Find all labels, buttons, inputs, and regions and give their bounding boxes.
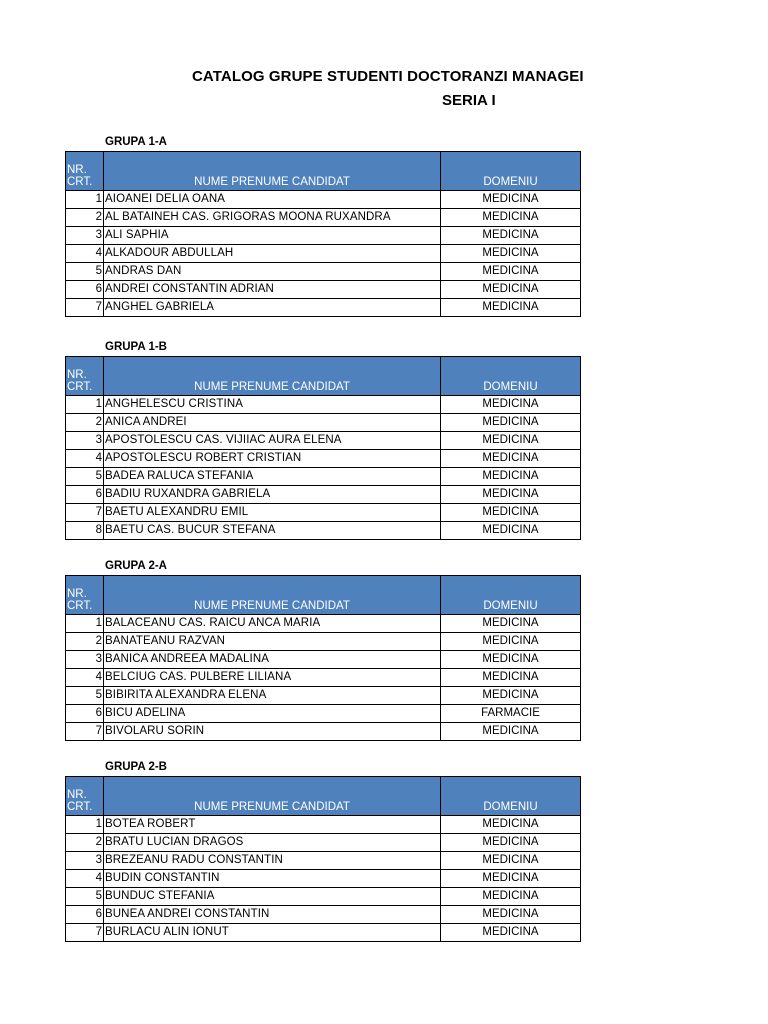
candidate-domain: MEDICINA: [441, 299, 581, 317]
row-number: 3: [66, 651, 104, 669]
candidate-domain: MEDICINA: [441, 870, 581, 888]
table-row: [66, 852, 581, 870]
table-row: [66, 450, 581, 468]
group-section: [65, 760, 580, 942]
candidate-domain: MEDICINA: [441, 414, 581, 432]
row-number: 1: [66, 191, 104, 209]
candidate-name: ALKADOUR ABDULLAH: [104, 245, 441, 263]
candidate-domain: MEDICINA: [441, 924, 581, 942]
candidate-name: ANGHELESCU CRISTINA: [104, 396, 441, 414]
table-row: [66, 263, 581, 281]
table-row: [66, 651, 581, 669]
header-nr-line2: CRT.: [67, 381, 93, 393]
row-number: 7: [66, 723, 104, 741]
candidate-name: ANDRAS DAN: [104, 263, 441, 281]
header-nr-line1: NR.: [67, 369, 87, 381]
row-number: 5: [66, 468, 104, 486]
candidate-name: ANDREI CONSTANTIN ADRIAN: [104, 281, 441, 299]
candidate-domain: MEDICINA: [441, 245, 581, 263]
row-number: 6: [66, 281, 104, 299]
row-number: 8: [66, 522, 104, 540]
candidate-name: AL BATAINEH CAS. GRIGORAS MOONA RUXANDRA: [104, 209, 441, 227]
candidate-domain: MEDICINA: [441, 723, 581, 741]
table-row: [66, 816, 581, 834]
candidate-domain: MEDICINA: [441, 432, 581, 450]
table-row: [66, 281, 581, 299]
row-number: 2: [66, 834, 104, 852]
group-section: [65, 135, 580, 317]
candidate-domain: MEDICINA: [441, 615, 581, 633]
header-domain: DOMENIU: [441, 777, 581, 816]
group-table: [65, 356, 581, 540]
candidate-domain: MEDICINA: [441, 852, 581, 870]
table-row: [66, 414, 581, 432]
candidate-domain: MEDICINA: [441, 633, 581, 651]
table-row: [66, 432, 581, 450]
table-header-row: [66, 152, 581, 191]
candidate-domain: MEDICINA: [441, 669, 581, 687]
candidate-name: BUNDUC STEFANIA: [104, 888, 441, 906]
row-number: 7: [66, 299, 104, 317]
row-number: 3: [66, 852, 104, 870]
candidate-name: BADIU RUXANDRA GABRIELA: [104, 486, 441, 504]
row-number: 6: [66, 486, 104, 504]
candidate-domain: MEDICINA: [441, 227, 581, 245]
row-number: 5: [66, 263, 104, 281]
header-nr-crt: [66, 357, 104, 396]
candidate-name: APOSTOLESCU ROBERT CRISTIAN: [104, 450, 441, 468]
table-header-row: [66, 576, 581, 615]
table-row: [66, 669, 581, 687]
row-number: 5: [66, 687, 104, 705]
table-row: [66, 906, 581, 924]
group-label: GRUPA 1-A: [105, 136, 167, 148]
header-domain: DOMENIU: [441, 152, 581, 191]
candidate-domain: MEDICINA: [441, 816, 581, 834]
candidate-domain: MEDICINA: [441, 263, 581, 281]
page-title: CATALOG GRUPE STUDENTI DOCTORANZI MANAGEI: [192, 68, 584, 85]
candidate-name: BURLACU ALIN IONUT: [104, 924, 441, 942]
candidate-name: BUNEA ANDREI CONSTANTIN: [104, 906, 441, 924]
table-row: [66, 834, 581, 852]
candidate-name: BELCIUG CAS. PULBERE LILIANA: [104, 669, 441, 687]
candidate-name: BREZEANU RADU CONSTANTIN: [104, 852, 441, 870]
header-nr-line2: CRT.: [67, 600, 93, 612]
row-number: 1: [66, 816, 104, 834]
header-nr-crt: [66, 576, 104, 615]
candidate-name: BRATU LUCIAN DRAGOS: [104, 834, 441, 852]
header-name: NUME PRENUME CANDIDAT: [104, 777, 441, 816]
candidate-name: ANICA ANDREI: [104, 414, 441, 432]
candidate-name: BAETU ALEXANDRU EMIL: [104, 504, 441, 522]
row-number: 7: [66, 924, 104, 942]
candidate-domain: MEDICINA: [441, 486, 581, 504]
group-label: GRUPA 1-B: [105, 341, 167, 353]
candidate-name: AIOANEI DELIA OANA: [104, 191, 441, 209]
candidate-name: BADEA RALUCA STEFANIA: [104, 468, 441, 486]
row-number: 3: [66, 227, 104, 245]
table-row: [66, 888, 581, 906]
table-row: [66, 468, 581, 486]
candidate-domain: MEDICINA: [441, 906, 581, 924]
row-number: 5: [66, 888, 104, 906]
candidate-name: ALI SAPHIA: [104, 227, 441, 245]
table-row: [66, 227, 581, 245]
table-row: [66, 633, 581, 651]
row-number: 4: [66, 245, 104, 263]
row-number: 4: [66, 669, 104, 687]
row-number: 3: [66, 432, 104, 450]
header-name: NUME PRENUME CANDIDAT: [104, 152, 441, 191]
candidate-domain: FARMACIE: [441, 705, 581, 723]
candidate-domain: MEDICINA: [441, 468, 581, 486]
table-row: [66, 705, 581, 723]
group-section: [65, 559, 580, 741]
group-table: [65, 151, 581, 317]
header-name: NUME PRENUME CANDIDAT: [104, 576, 441, 615]
table-row: [66, 191, 581, 209]
row-number: 7: [66, 504, 104, 522]
group-table: [65, 776, 581, 942]
table-header-row: [66, 777, 581, 816]
header-domain: DOMENIU: [441, 357, 581, 396]
candidate-domain: MEDICINA: [441, 450, 581, 468]
candidate-domain: MEDICINA: [441, 687, 581, 705]
row-number: 1: [66, 615, 104, 633]
header-nr-line1: NR.: [67, 789, 87, 801]
candidate-name: BIBIRITA ALEXANDRA ELENA: [104, 687, 441, 705]
candidate-name: ANGHEL GABRIELA: [104, 299, 441, 317]
group-table: [65, 575, 581, 741]
candidate-domain: MEDICINA: [441, 396, 581, 414]
row-number: 2: [66, 209, 104, 227]
row-number: 4: [66, 450, 104, 468]
table-row: [66, 396, 581, 414]
group-label: GRUPA 2-B: [105, 761, 167, 773]
table-row: [66, 687, 581, 705]
candidate-domain: MEDICINA: [441, 281, 581, 299]
candidate-name: BUDIN CONSTANTIN: [104, 870, 441, 888]
header-nr-crt: [66, 152, 104, 191]
header-domain: DOMENIU: [441, 576, 581, 615]
candidate-name: BICU ADELINA: [104, 705, 441, 723]
page-subtitle: SERIA I: [442, 92, 496, 109]
row-number: 6: [66, 906, 104, 924]
candidate-name: BIVOLARU SORIN: [104, 723, 441, 741]
header-nr-line1: NR.: [67, 164, 87, 176]
candidate-domain: MEDICINA: [441, 834, 581, 852]
candidate-domain: MEDICINA: [441, 522, 581, 540]
table-row: [66, 245, 581, 263]
row-number: 6: [66, 705, 104, 723]
candidate-domain: MEDICINA: [441, 504, 581, 522]
header-nr-line2: CRT.: [67, 801, 93, 813]
candidate-domain: MEDICINA: [441, 209, 581, 227]
row-number: 2: [66, 633, 104, 651]
table-row: [66, 486, 581, 504]
table-row: [66, 209, 581, 227]
candidate-name: BANICA ANDREEA MADALINA: [104, 651, 441, 669]
table-header-row: [66, 357, 581, 396]
header-nr-line2: CRT.: [67, 176, 93, 188]
table-row: [66, 504, 581, 522]
row-number: 4: [66, 870, 104, 888]
candidate-name: BANATEANU RAZVAN: [104, 633, 441, 651]
candidate-domain: MEDICINA: [441, 191, 581, 209]
table-row: [66, 723, 581, 741]
candidate-domain: MEDICINA: [441, 888, 581, 906]
table-row: [66, 522, 581, 540]
candidate-name: APOSTOLESCU CAS. VIJIIAC AURA ELENA: [104, 432, 441, 450]
table-row: [66, 870, 581, 888]
candidate-name: BOTEA ROBERT: [104, 816, 441, 834]
header-nr-line1: NR.: [67, 588, 87, 600]
row-number: 2: [66, 414, 104, 432]
group-section: [65, 340, 580, 540]
row-number: 1: [66, 396, 104, 414]
header-nr-crt: [66, 777, 104, 816]
candidate-name: BAETU CAS. BUCUR STEFANA: [104, 522, 441, 540]
candidate-domain: MEDICINA: [441, 651, 581, 669]
header-name: NUME PRENUME CANDIDAT: [104, 357, 441, 396]
group-label: GRUPA 2-A: [105, 560, 167, 572]
table-row: [66, 924, 581, 942]
candidate-name: BALACEANU CAS. RAICU ANCA MARIA: [104, 615, 441, 633]
table-row: [66, 615, 581, 633]
table-row: [66, 299, 581, 317]
